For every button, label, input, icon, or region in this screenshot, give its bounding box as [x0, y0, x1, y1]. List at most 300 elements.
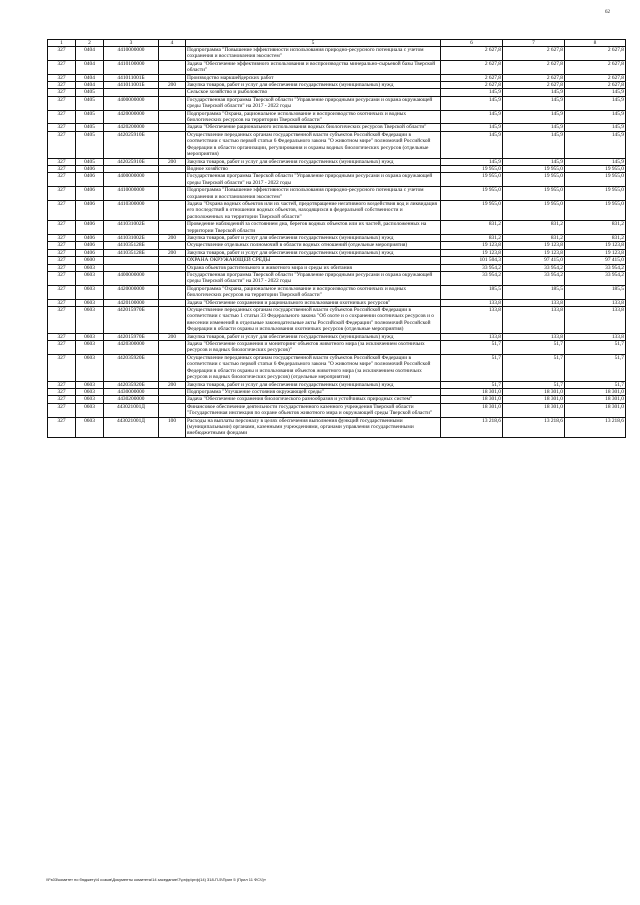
table-row — [48, 333, 626, 340]
expense-type-cell — [159, 264, 186, 271]
description-cell: Государственная программа Тверской области "Управление природными ресурсами и охрана окружающей среды Тверской области" на 2017 - 2022 годы — [186, 173, 441, 187]
description-cell: Закупка товаров, работ и услуг для обеспечения государственных (муниципальных) нужд — [186, 249, 441, 256]
expense-type-cell — [159, 74, 186, 81]
target-article-cell: 4410000000 — [104, 187, 159, 201]
amount-year2-cell: 33 954,2 — [503, 264, 565, 271]
ministry-code-cell: 327 — [48, 187, 76, 201]
amount-year2-cell: 831,2 — [503, 234, 565, 241]
amount-year2-cell: 2 627,8 — [503, 82, 565, 89]
target-article-cell: 442025910Б — [104, 131, 159, 158]
amount-year1-cell: 18 301,0 — [441, 396, 503, 403]
page-number: 62 — [605, 10, 610, 15]
amount-year3-cell: 19 955,0 — [565, 173, 626, 187]
expense-type-cell — [159, 110, 186, 124]
expense-type-cell — [159, 403, 186, 417]
ministry-code-cell: 327 — [48, 272, 76, 286]
column-header: 1 — [48, 40, 76, 47]
ministry-code-cell: 327 — [48, 264, 76, 271]
description-cell: Задача "Обеспечение рационального использования водных биологических ресурсов Тверской области" — [186, 124, 441, 131]
expense-type-cell — [159, 341, 186, 355]
description-cell: Закупка товаров, работ и услуг для обеспечения государственных (муниципальных) нужд — [186, 158, 441, 165]
target-article-cell: 4410300000 — [104, 200, 159, 220]
expense-type-cell: 200 — [159, 249, 186, 256]
ministry-code-cell: 327 — [48, 417, 76, 437]
description-cell: Производство маркшейдерских работ — [186, 74, 441, 81]
amount-year2-cell: 19 955,0 — [503, 165, 565, 172]
expense-type-cell — [159, 47, 186, 61]
ministry-code-cell: 327 — [48, 285, 76, 299]
amount-year1-cell: 51,7 — [441, 354, 503, 381]
amount-year2-cell: 2 627,8 — [503, 47, 565, 61]
amount-year2-cell: 145,9 — [503, 131, 565, 158]
description-cell: Государственная программа Тверской области "Управление природными ресурсами и охрана окружающей среды Тверской области" на 2017 - 2022 годы — [186, 96, 441, 110]
table-row — [48, 354, 626, 381]
ministry-code-cell: 327 — [48, 82, 76, 89]
amount-year2-cell: 19 123,8 — [503, 249, 565, 256]
ministry-code-cell: 327 — [48, 165, 76, 172]
amount-year2-cell: 2 627,8 — [503, 74, 565, 81]
expense-type-cell — [159, 257, 186, 264]
target-article-cell: 441035128Б — [104, 249, 159, 256]
table-row — [48, 388, 626, 395]
expense-type-cell — [159, 221, 186, 235]
ministry-code-cell: 327 — [48, 354, 76, 381]
amount-year1-cell: 18 301,0 — [441, 388, 503, 395]
section-code-cell: 0406 — [76, 165, 104, 172]
amount-year1-cell: 145,9 — [441, 110, 503, 124]
table-row — [48, 272, 626, 286]
section-code-cell: 0603 — [76, 388, 104, 395]
target-article-cell: 442025910Б — [104, 158, 159, 165]
ministry-code-cell: 327 — [48, 60, 76, 74]
amount-year3-cell: 145,9 — [565, 158, 626, 165]
amount-year2-cell: 18 301,0 — [503, 388, 565, 395]
ministry-code-cell: 327 — [48, 173, 76, 187]
table-row — [48, 299, 626, 306]
table-row — [48, 396, 626, 403]
ministry-code-cell: 327 — [48, 96, 76, 110]
amount-year1-cell: 19 955,0 — [441, 187, 503, 201]
target-article-cell: 4420000000 — [104, 285, 159, 299]
table-row — [48, 187, 626, 201]
section-code-cell: 0406 — [76, 173, 104, 187]
amount-year1-cell: 13 218,6 — [441, 417, 503, 437]
table-row — [48, 173, 626, 187]
table-row — [48, 285, 626, 299]
description-cell: Осуществление переданных органам государственной власти субъектов Российской Федерации в соответствии с частью первой статьи 6 Федерального закона "О животном мире" полномочий Российской Федерации в области организации, регулирования и охраны водных биологических ресурсов (отдельные мероприятия) — [186, 131, 441, 158]
amount-year3-cell: 133,8 — [565, 333, 626, 340]
amount-year1-cell: 33 954,2 — [441, 272, 503, 286]
table-row — [48, 60, 626, 74]
target-article-cell: 4400000000 — [104, 173, 159, 187]
target-article-cell: 4420300000 — [104, 341, 159, 355]
table-row — [48, 341, 626, 355]
amount-year1-cell: 145,9 — [441, 89, 503, 96]
description-cell: Подпрограмма "Повышение эффективности использования природно-ресурсного потенциала с учетом сохранения и восстановления экосистем" — [186, 47, 441, 61]
section-code-cell: 0405 — [76, 96, 104, 110]
amount-year2-cell: 145,9 — [503, 158, 565, 165]
section-code-cell: 0406 — [76, 187, 104, 201]
amount-year2-cell: 831,2 — [503, 221, 565, 235]
description-cell: Подпрограмма "Охрана, рациональное использование и воспроизводство охотничьих и водных биологических ресурсов на территории Тверской области" — [186, 285, 441, 299]
section-code-cell: 0406 — [76, 200, 104, 220]
description-cell: Подпрограмма "Охрана, рациональное использование и воспроизводство охотничьих и водных биологических ресурсов на территории Тверской области" — [186, 110, 441, 124]
amount-year3-cell: 19 123,8 — [565, 249, 626, 256]
amount-year3-cell: 145,9 — [565, 131, 626, 158]
amount-year1-cell: 19 955,0 — [441, 200, 503, 220]
section-code-cell: 0405 — [76, 124, 104, 131]
column-header: 2 — [76, 40, 104, 47]
ministry-code-cell: 327 — [48, 158, 76, 165]
expense-type-cell: 200 — [159, 82, 186, 89]
table-row — [48, 165, 626, 172]
section-code-cell: 0404 — [76, 74, 104, 81]
amount-year1-cell: 18 301,0 — [441, 403, 503, 417]
description-cell: Подпрограмма "Повышение эффективности использования природно-ресурсного потенциала с учетом сохранения и восстановления экосистем" — [186, 187, 441, 201]
amount-year1-cell: 19 955,0 — [441, 173, 503, 187]
amount-year2-cell: 18 301,0 — [503, 396, 565, 403]
amount-year3-cell: 51,7 — [565, 381, 626, 388]
file-path-footer: \\Fs03\комитет по бюджету\4 созыв\Документы комитета\14 заседание\7\ргфр\ргф(14) 318-П-5\Прил 5 (Прил 11 ФСЧ)» — [46, 877, 267, 882]
description-cell: Расходы на выплаты персоналу в целях обеспечения выполнения функций государственными (муниципальными) органами, казенными учреждениями, органами управления государственными внебюджетными фондами — [186, 417, 441, 437]
amount-year1-cell: 831,2 — [441, 234, 503, 241]
section-code-cell: 0603 — [76, 272, 104, 286]
amount-year2-cell: 19 955,0 — [503, 187, 565, 201]
ministry-code-cell: 327 — [48, 74, 76, 81]
amount-year3-cell: 51,7 — [565, 354, 626, 381]
expense-type-cell — [159, 307, 186, 334]
target-article-cell — [104, 257, 159, 264]
amount-year2-cell: 133,8 — [503, 333, 565, 340]
expense-type-cell — [159, 388, 186, 395]
section-code-cell: 0406 — [76, 234, 104, 241]
description-cell: Задача "Обеспечение сохранения и рационального использования охотничьих ресурсов" — [186, 299, 441, 306]
amount-year3-cell: 831,2 — [565, 221, 626, 235]
expense-type-cell — [159, 272, 186, 286]
amount-year3-cell: 18 301,0 — [565, 396, 626, 403]
description-cell: Охрана объектов растительного и животного мира и среды их обитания — [186, 264, 441, 271]
description-cell: Подпрограмма "Улучшение состояния окружающей среды" — [186, 388, 441, 395]
target-article-cell: 4420100000 — [104, 299, 159, 306]
amount-year1-cell: 19 955,0 — [441, 165, 503, 172]
section-code-cell: 0406 — [76, 221, 104, 235]
expense-type-cell — [159, 200, 186, 220]
amount-year3-cell: 19 955,0 — [565, 200, 626, 220]
description-cell: Проведение наблюдений за состоянием дна, берегов водных объектов или их частей, расположенных на территории Тверской области — [186, 221, 441, 235]
column-header: 3 — [104, 40, 159, 47]
ministry-code-cell: 327 — [48, 341, 76, 355]
expense-type-cell — [159, 242, 186, 249]
amount-year3-cell: 19 123,8 — [565, 242, 626, 249]
description-cell: Задача "Обеспечение эффективного использования и воспроизводства минерально-сырьевой базы Тверской области" — [186, 60, 441, 74]
amount-year2-cell: 133,8 — [503, 299, 565, 306]
amount-year1-cell: 101 504,3 — [441, 257, 503, 264]
expense-type-cell: 200 — [159, 333, 186, 340]
target-article-cell: 4430000000 — [104, 388, 159, 395]
target-article-cell: 441011001Б — [104, 74, 159, 81]
column-header: 6 — [441, 40, 503, 47]
amount-year3-cell: 831,2 — [565, 234, 626, 241]
expense-type-cell: 200 — [159, 381, 186, 388]
section-code-cell: 0406 — [76, 242, 104, 249]
column-header: 5 — [186, 40, 441, 47]
table-body — [48, 47, 626, 438]
section-code-cell: 0406 — [76, 249, 104, 256]
table-row — [48, 381, 626, 388]
amount-year1-cell: 2 627,8 — [441, 74, 503, 81]
section-code-cell: 0603 — [76, 299, 104, 306]
amount-year3-cell: 51,7 — [565, 341, 626, 355]
expense-type-cell — [159, 60, 186, 74]
amount-year3-cell: 33 954,2 — [565, 264, 626, 271]
amount-year1-cell: 19 123,8 — [441, 249, 503, 256]
table-row — [48, 124, 626, 131]
ministry-code-cell: 327 — [48, 396, 76, 403]
target-article-cell: 4400000000 — [104, 96, 159, 110]
target-article-cell: 4400000000 — [104, 272, 159, 286]
description-cell: Государственная программа Тверской области "Управление природными ресурсами и охрана окружающей среды Тверской области" на 2017 - 2022 годы — [186, 272, 441, 286]
description-cell: ОХРАНА ОКРУЖАЮЩЕЙ СРЕДЫ — [186, 257, 441, 264]
section-code-cell: 0405 — [76, 131, 104, 158]
section-code-cell: 0603 — [76, 403, 104, 417]
amount-year3-cell: 18 301,0 — [565, 388, 626, 395]
budget-table — [47, 39, 626, 438]
target-article-cell: 442035920Б — [104, 381, 159, 388]
table-row — [48, 249, 626, 256]
table-row — [48, 242, 626, 249]
ministry-code-cell: 327 — [48, 307, 76, 334]
amount-year1-cell: 2 627,8 — [441, 60, 503, 74]
ministry-code-cell: 327 — [48, 242, 76, 249]
amount-year3-cell: 185,5 — [565, 285, 626, 299]
amount-year3-cell: 2 627,8 — [565, 74, 626, 81]
column-number-row — [48, 40, 626, 47]
amount-year2-cell: 19 123,8 — [503, 242, 565, 249]
column-header: 7 — [503, 40, 565, 47]
amount-year1-cell: 145,9 — [441, 158, 503, 165]
amount-year2-cell: 97 415,0 — [503, 257, 565, 264]
target-article-cell: 442035920Б — [104, 354, 159, 381]
target-article-cell — [104, 89, 159, 96]
amount-year1-cell: 51,7 — [441, 381, 503, 388]
table-row — [48, 47, 626, 61]
ministry-code-cell: 327 — [48, 124, 76, 131]
amount-year2-cell: 2 627,8 — [503, 60, 565, 74]
amount-year1-cell: 2 627,8 — [441, 82, 503, 89]
target-article-cell: 443021001Д — [104, 417, 159, 437]
amount-year2-cell: 133,8 — [503, 307, 565, 334]
expense-type-cell: 200 — [159, 234, 186, 241]
description-cell: Закупка товаров, работ и услуг для обеспечения государственных (муниципальных) нужд — [186, 234, 441, 241]
section-code-cell: 0405 — [76, 158, 104, 165]
amount-year3-cell: 18 301,0 — [565, 403, 626, 417]
target-article-cell: 441031002Б — [104, 221, 159, 235]
amount-year2-cell: 145,9 — [503, 96, 565, 110]
ministry-code-cell: 327 — [48, 131, 76, 158]
amount-year2-cell: 145,9 — [503, 89, 565, 96]
amount-year1-cell: 133,8 — [441, 299, 503, 306]
ministry-code-cell: 327 — [48, 110, 76, 124]
amount-year3-cell: 97 415,0 — [565, 257, 626, 264]
section-code-cell: 0405 — [76, 89, 104, 96]
amount-year1-cell: 19 123,8 — [441, 242, 503, 249]
target-article-cell: 441035128Б — [104, 242, 159, 249]
amount-year3-cell: 145,9 — [565, 89, 626, 96]
table-row — [48, 89, 626, 96]
expense-type-cell — [159, 89, 186, 96]
expense-type-cell: 200 — [159, 158, 186, 165]
table-row — [48, 110, 626, 124]
target-article-cell — [104, 165, 159, 172]
amount-year2-cell: 185,5 — [503, 285, 565, 299]
ministry-code-cell: 327 — [48, 299, 76, 306]
expense-type-cell — [159, 124, 186, 131]
amount-year3-cell: 2 627,8 — [565, 47, 626, 61]
table-row — [48, 417, 626, 437]
table-row — [48, 74, 626, 81]
amount-year2-cell: 13 218,6 — [503, 417, 565, 437]
target-article-cell: 4430200000 — [104, 396, 159, 403]
ministry-code-cell: 327 — [48, 333, 76, 340]
amount-year2-cell: 145,9 — [503, 124, 565, 131]
target-article-cell: 4420000000 — [104, 110, 159, 124]
description-cell: Осуществление отдельных полномочий в области водных отношений (отдельные мероприятия) — [186, 242, 441, 249]
description-cell: Финансовое обеспечение деятельности государственного казенного учреждения Тверской области "Государственная инспекция по охране объектов животного мира и окружающей среды Тверской области" — [186, 403, 441, 417]
ministry-code-cell: 327 — [48, 403, 76, 417]
section-code-cell: 0404 — [76, 47, 104, 61]
ministry-code-cell: 327 — [48, 47, 76, 61]
table-row — [48, 264, 626, 271]
target-article-cell: 443021001Д — [104, 403, 159, 417]
ministry-code-cell: 327 — [48, 89, 76, 96]
table-row — [48, 82, 626, 89]
amount-year2-cell: 19 955,0 — [503, 200, 565, 220]
description-cell: Закупка товаров, работ и услуг для обеспечения государственных (муниципальных) нужд — [186, 381, 441, 388]
description-cell: Осуществление переданных органам государственной власти субъектов Российской Федерации в соответствии с частью первой статьи 6 Федерального закона "О животном мире" полномочий Российской Федерации в области охраны и использования объектов животного мира (за исключением охотничьих ресурсов и водных биологических ресурсов) (отдельные мероприятия) — [186, 354, 441, 381]
amount-year2-cell: 18 301,0 — [503, 403, 565, 417]
amount-year1-cell: 145,9 — [441, 131, 503, 158]
expense-type-cell — [159, 165, 186, 172]
section-code-cell: 0405 — [76, 110, 104, 124]
target-article-cell — [104, 264, 159, 271]
table-row — [48, 257, 626, 264]
section-code-cell: 0603 — [76, 381, 104, 388]
section-code-cell: 0603 — [76, 396, 104, 403]
target-article-cell: 442015970Б — [104, 333, 159, 340]
ministry-code-cell: 327 — [48, 257, 76, 264]
expense-type-cell — [159, 173, 186, 187]
section-code-cell: 0603 — [76, 307, 104, 334]
column-header: 8 — [565, 40, 626, 47]
target-article-cell: 4420200000 — [104, 124, 159, 131]
table-row — [48, 307, 626, 334]
amount-year2-cell: 33 954,2 — [503, 272, 565, 286]
expense-type-cell: 100 — [159, 417, 186, 437]
description-cell: Задача "Охрана водных объектов или их частей, предотвращение негативного воздействия вод и ликвидация его последствий в отношении водных объектов, находящихся в федеральной собственности и расположенных на территории Тверской области" — [186, 200, 441, 220]
amount-year1-cell: 133,8 — [441, 333, 503, 340]
amount-year3-cell: 145,9 — [565, 96, 626, 110]
target-article-cell: 4410100000 — [104, 60, 159, 74]
amount-year2-cell: 51,7 — [503, 341, 565, 355]
amount-year1-cell: 33 954,2 — [441, 264, 503, 271]
amount-year1-cell: 831,2 — [441, 221, 503, 235]
amount-year2-cell: 19 955,0 — [503, 173, 565, 187]
description-cell: Закупка товаров, работ и услуг для обеспечения государственных (муниципальных) нужд — [186, 333, 441, 340]
table-row — [48, 221, 626, 235]
amount-year3-cell: 2 627,8 — [565, 60, 626, 74]
target-article-cell: 441031002Б — [104, 234, 159, 241]
expense-type-cell — [159, 396, 186, 403]
ministry-code-cell: 327 — [48, 221, 76, 235]
amount-year3-cell: 19 955,0 — [565, 187, 626, 201]
section-code-cell: 0603 — [76, 264, 104, 271]
target-article-cell: 442015970Б — [104, 307, 159, 334]
expense-type-cell — [159, 131, 186, 158]
ministry-code-cell: 327 — [48, 381, 76, 388]
amount-year3-cell: 133,8 — [565, 299, 626, 306]
ministry-code-cell: 327 — [48, 249, 76, 256]
amount-year2-cell: 51,7 — [503, 381, 565, 388]
table-row — [48, 96, 626, 110]
amount-year3-cell: 145,9 — [565, 110, 626, 124]
target-article-cell: 441011001Б — [104, 82, 159, 89]
amount-year1-cell: 51,7 — [441, 341, 503, 355]
amount-year1-cell: 2 627,8 — [441, 47, 503, 61]
description-cell: Закупка товаров, работ и услуг для обеспечения государственных (муниципальных) нужд — [186, 82, 441, 89]
description-cell: Сельское хозяйство и рыболовство — [186, 89, 441, 96]
amount-year3-cell: 19 955,0 — [565, 165, 626, 172]
target-article-cell: 4410000000 — [104, 47, 159, 61]
amount-year3-cell: 145,9 — [565, 124, 626, 131]
amount-year3-cell: 33 954,2 — [565, 272, 626, 286]
expense-type-cell — [159, 299, 186, 306]
ministry-code-cell: 327 — [48, 234, 76, 241]
amount-year3-cell: 133,8 — [565, 307, 626, 334]
amount-year3-cell: 13 218,6 — [565, 417, 626, 437]
ministry-code-cell: 327 — [48, 200, 76, 220]
amount-year1-cell: 185,5 — [441, 285, 503, 299]
table-row — [48, 200, 626, 220]
section-code-cell: 0600 — [76, 257, 104, 264]
amount-year2-cell: 51,7 — [503, 354, 565, 381]
amount-year1-cell: 133,8 — [441, 307, 503, 334]
expense-type-cell — [159, 187, 186, 201]
amount-year3-cell: 2 627,8 — [565, 82, 626, 89]
section-code-cell: 0603 — [76, 285, 104, 299]
description-cell: Задача "Обеспечение сохранения биологического разнообразия и устойчивых природных систем" — [186, 396, 441, 403]
table-row — [48, 403, 626, 417]
table-row — [48, 234, 626, 241]
amount-year1-cell: 145,9 — [441, 96, 503, 110]
description-cell: Водное хозяйство — [186, 165, 441, 172]
section-code-cell: 0603 — [76, 417, 104, 437]
expense-type-cell — [159, 96, 186, 110]
section-code-cell: 0404 — [76, 82, 104, 89]
section-code-cell: 0603 — [76, 333, 104, 340]
table-row — [48, 158, 626, 165]
ministry-code-cell: 327 — [48, 388, 76, 395]
description-cell: Задача "Обеспечение сохранения и мониторинг объектов животного мира (за исключением охотничьих ресурсов и водных биологических ресурсов)" — [186, 341, 441, 355]
expense-type-cell — [159, 285, 186, 299]
amount-year1-cell: 145,9 — [441, 124, 503, 131]
section-code-cell: 0603 — [76, 354, 104, 381]
section-code-cell: 0404 — [76, 60, 104, 74]
expense-type-cell — [159, 354, 186, 381]
section-code-cell: 0603 — [76, 341, 104, 355]
table-row — [48, 131, 626, 158]
description-cell: Осуществление переданных органам государственной власти субъектов Российской Федерации в соответствии с частью 1 статьи 33 Федерального закона "Об охоте и о сохранении охотничьих ресурсов и о внесении изменений в отдельные законодательные акты Российской Федерации" полномочий Российской Федерации в области охраны и использования охотничьих ресурсов (отдельные мероприятия) — [186, 307, 441, 334]
amount-year2-cell: 145,9 — [503, 110, 565, 124]
